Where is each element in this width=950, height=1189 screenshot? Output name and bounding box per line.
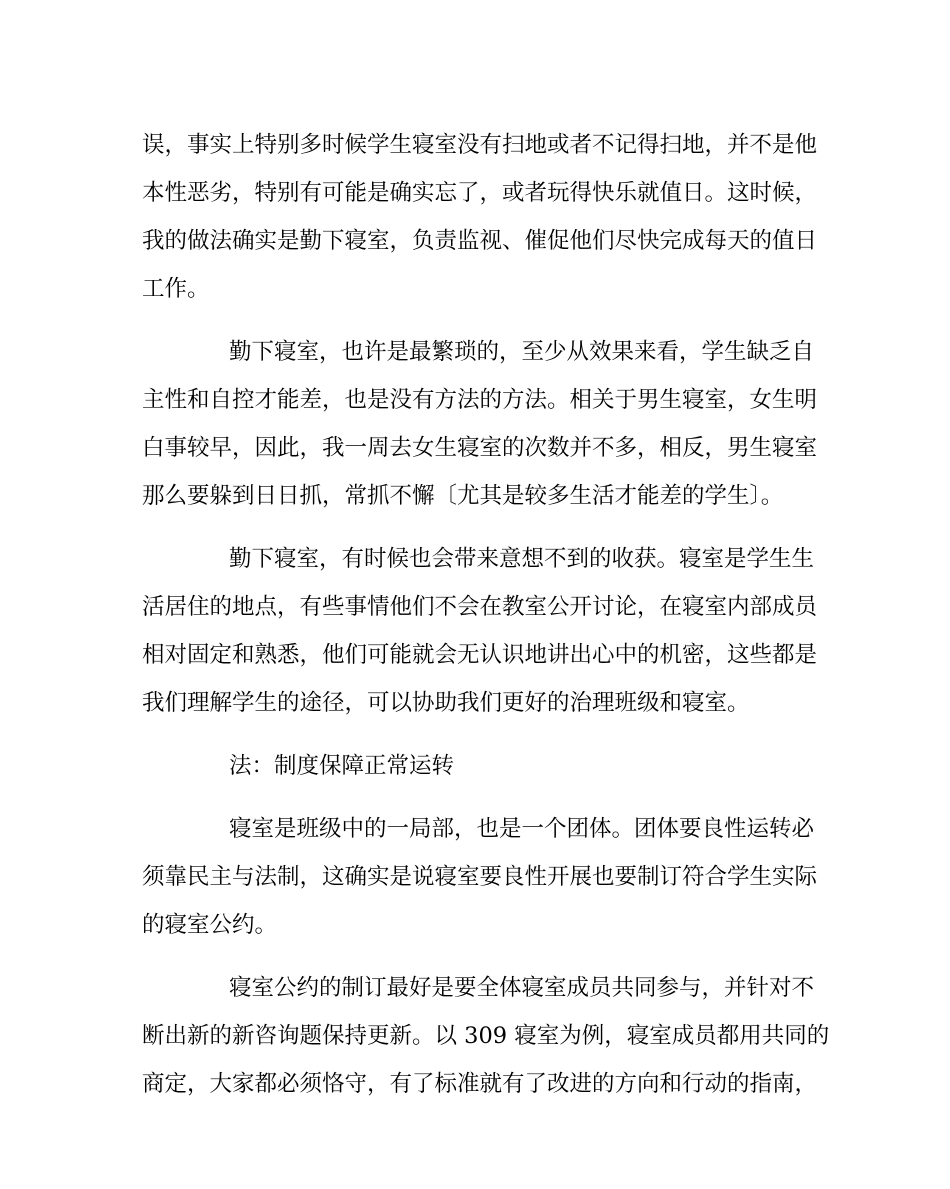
paragraph-3 <box>142 535 818 727</box>
text-line: 的寝室公约。 <box>142 912 278 938</box>
text-line: 误，事实上特别多时候学生寝室没有扫地或者不记得扫地，并不是他 <box>142 132 818 158</box>
text-line: 白事较早，因此，我一周去女生寝室的次数并不多，相反，男生寝室 <box>142 435 818 461</box>
text-line: 主性和自控才能差，也是没有方法的方法。相关于男生寝室，女生明 <box>142 387 818 413</box>
document-body <box>142 121 830 1108</box>
text-line: 勤下寝室，也许是最繁琐的，至少从效果来看，学生缺乏自 <box>229 339 815 365</box>
paragraph-4 <box>142 805 818 949</box>
section-heading <box>142 742 802 790</box>
text-line: 勤下寝室，有时候也会带来意想不到的收获。寝室是学生生 <box>229 546 815 572</box>
section-heading-text: 法：制度保障正常运转 <box>229 753 455 779</box>
text-line: 我的做法确实是勤下寝室，负责监视、催促他们尽快完成每天的值日 <box>142 228 818 254</box>
text-line: 须靠民主与法制，这确实是说寝室要良性开展也要制订符合学生实际 <box>142 864 818 890</box>
text-line: 本性恶劣，特别有可能是确实忘了，或者玩得快乐就值日。这时候， <box>142 180 818 206</box>
text-line: 寝室公约的制订最好是要全体寝室成员共同参与，并针对不 <box>229 975 815 1001</box>
paragraph-5 <box>142 964 830 1108</box>
text-line: 工作。 <box>142 276 210 302</box>
paragraph-1 <box>142 121 818 313</box>
text-line: 相对固定和熟悉，他们可能就会无认识地讲出心中的机密，这些都是 <box>142 642 818 668</box>
text-line: 那么要躲到日日抓，常抓不懈〔尤其是较多生活才能差的学生〕。 <box>142 483 784 509</box>
text-line: 断出新的新咨询题保持更新。以 309 寝室为例，寝室成员都用共同的 <box>142 1023 830 1049</box>
paragraph-2 <box>142 328 818 520</box>
text-line: 我们理解学生的途径，可以协助我们更好的治理班级和寝室。 <box>142 690 750 716</box>
text-line: 活居住的地点，有些事情他们不会在教室公开讨论，在寝室内部成员 <box>142 594 818 620</box>
text-line: 商定，大家都必须恪守，有了标准就有了改进的方向和行动的指南， <box>142 1071 818 1097</box>
text-line: 寝室是班级中的一局部，也是一个团体。团体要良性运转必 <box>229 816 815 842</box>
